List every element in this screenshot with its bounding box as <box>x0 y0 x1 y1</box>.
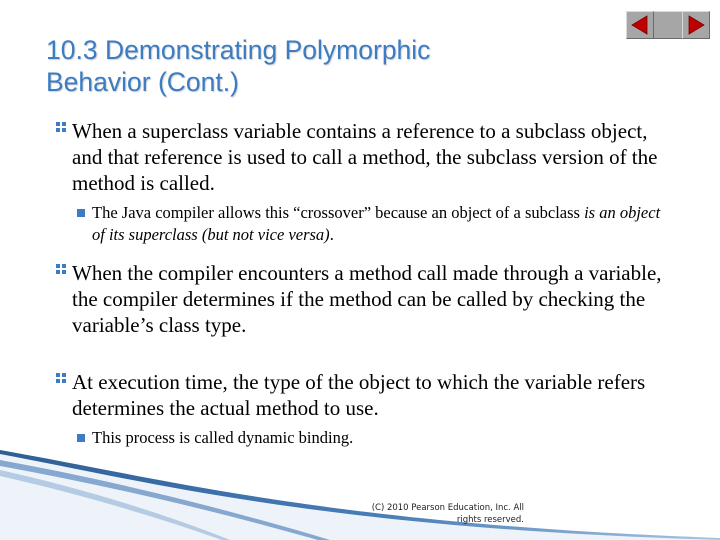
sub-bullet-text: This process is called dynamic binding. <box>92 428 354 447</box>
bullet-marker-icon <box>55 121 67 133</box>
bullet-text: When the compiler encounters a method call made through a variable, the compiler determines if the method can be called by checking the variable’s class type. <box>72 261 662 337</box>
sub-bullet-emphasis: is an object of its superclass (but not vice versa) <box>92 203 661 244</box>
copyright-line-1: (C) 2010 Pearson Education, Inc. All <box>371 503 524 513</box>
slide-body <box>56 118 676 449</box>
bullet-marker-icon <box>55 263 67 275</box>
sub-bullet-end: . <box>329 225 334 244</box>
slide-title-line-1: 10.3 Demonstrating Polymorphic <box>46 35 431 65</box>
next-slide-button[interactable] <box>682 11 710 39</box>
bullet-item <box>56 260 676 338</box>
sub-bullet-text: The Java compiler allows this “crossover” because an object of a subclass <box>92 203 585 222</box>
slide-title <box>46 34 606 98</box>
triangle-left-icon <box>627 12 653 38</box>
bullet-marker-icon <box>55 372 67 384</box>
bullet-item <box>56 369 676 421</box>
sub-bullet-item <box>56 202 676 246</box>
previous-slide-button[interactable] <box>626 11 654 39</box>
triangle-right-icon <box>683 12 709 38</box>
bullet-text: When a superclass variable contains a reference to a subclass object, and that reference is used to call a method, the subclass version of the method is called. <box>72 119 658 195</box>
copyright-notice <box>330 502 524 526</box>
navigation-spacer <box>654 11 682 39</box>
bullet-text: At execution time, the type of the object to which the variable refers determines the actual method to use. <box>72 370 646 420</box>
slide-title-line-2: Behavior (Cont.) <box>46 67 239 97</box>
slide-navigation <box>624 11 710 41</box>
copyright-line-2: rights reserved. <box>456 515 524 525</box>
square-bullet-icon <box>77 209 85 217</box>
bullet-item <box>56 118 676 196</box>
